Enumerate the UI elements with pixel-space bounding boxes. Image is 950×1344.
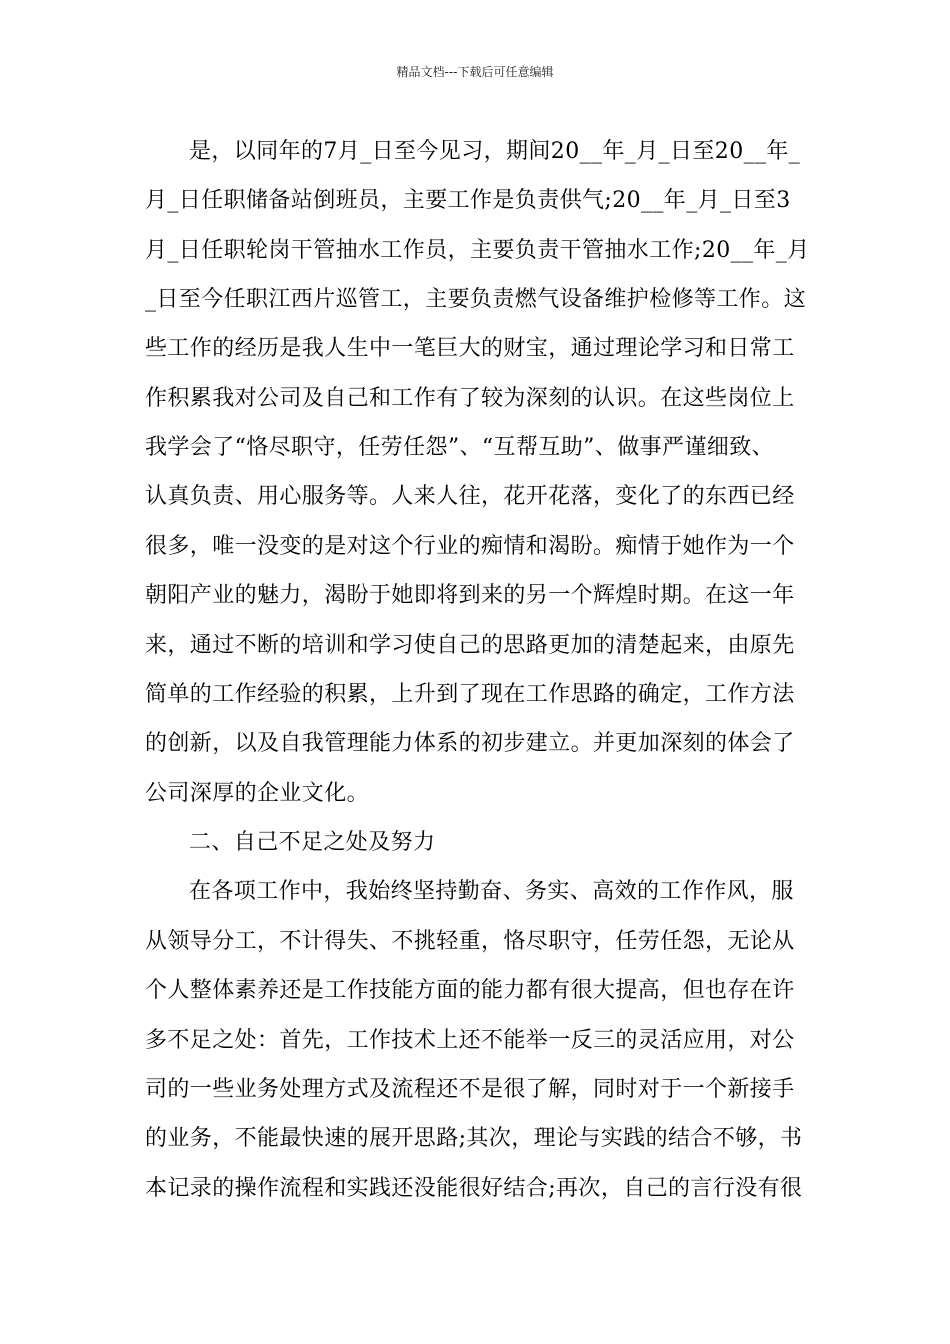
- paragraph-line: 来，通过不断的培训和学习使自己的思路更加的清楚起来，由原先: [145, 633, 795, 658]
- paragraph-line: 些工作的经历是我人生中一笔巨大的财宝，通过理论学习和日常工: [145, 336, 795, 361]
- paragraph-line: 公司深厚的企业文化。: [145, 781, 370, 806]
- paragraph-line: 朝阳产业的魅力，渴盼于她即将到来的另一个辉煌时期。在这一年: [145, 583, 795, 608]
- page-header: 精品文档---下载后可任意编辑: [396, 65, 554, 79]
- paragraph-line: 多不足之处：首先，工作技术上还不能举一反三的灵活应用，对公: [145, 1028, 795, 1053]
- paragraph-line: 很多，唯一没变的是对这个行业的痴情和渴盼。痴情于她作为一个: [145, 534, 795, 559]
- paragraph-line: 月_日任职储备站倒班员，主要工作是负责供气;20__年_月_日至3: [145, 188, 791, 213]
- paragraph-line: 我学会了“恪尽职守，任劳任怨”、“互帮互助”、做事严谨细致、: [145, 435, 774, 460]
- paragraph-line: 从领导分工，不计得失、不挑轻重，恪尽职守，任劳任怨，无论从: [145, 929, 795, 954]
- paragraph-line: 的业务，不能最快速的展开思路;其次，理论与实践的结合不够，书: [145, 1126, 803, 1151]
- paragraph-line: 本记录的操作流程和实践还没能很好结合;再次，自己的言行没有很: [145, 1176, 803, 1201]
- paragraph-line: 是，以同年的7月_日至今见习，期间20__年_月_日至20__年_: [189, 139, 801, 164]
- paragraph-line: 在各项工作中，我始终坚持勤奋、务实、高效的工作作风，服: [189, 879, 794, 904]
- section-heading: 二、自己不足之处及努力: [189, 830, 436, 855]
- paragraph-line: 作积累我对公司及自己和工作有了较为深刻的认识。在这些岗位上: [145, 386, 795, 411]
- paragraph-line: 简单的工作经验的积累，上升到了现在工作思路的确定，工作方法: [145, 682, 795, 707]
- paragraph-line: _日至今任职江西片巡管工，主要负责燃气设备维护检修等工作。这: [145, 287, 807, 312]
- paragraph-line: 月_日任职轮岗干管抽水工作员，主要负责干管抽水工作;20__年_月: [145, 238, 810, 263]
- paragraph-line: 个人整体素养还是工作技能方面的能力都有很大提高，但也存在许: [145, 978, 795, 1003]
- paragraph-line: 司的一些业务处理方式及流程还不是很了解，同时对于一个新接手: [145, 1077, 795, 1102]
- paragraph-line: 认真负责、用心服务等。人来人往，花开花落，变化了的东西已经: [145, 484, 795, 509]
- paragraph-line: 的创新，以及自我管理能力体系的初步建立。并更加深刻的体会了: [145, 731, 795, 756]
